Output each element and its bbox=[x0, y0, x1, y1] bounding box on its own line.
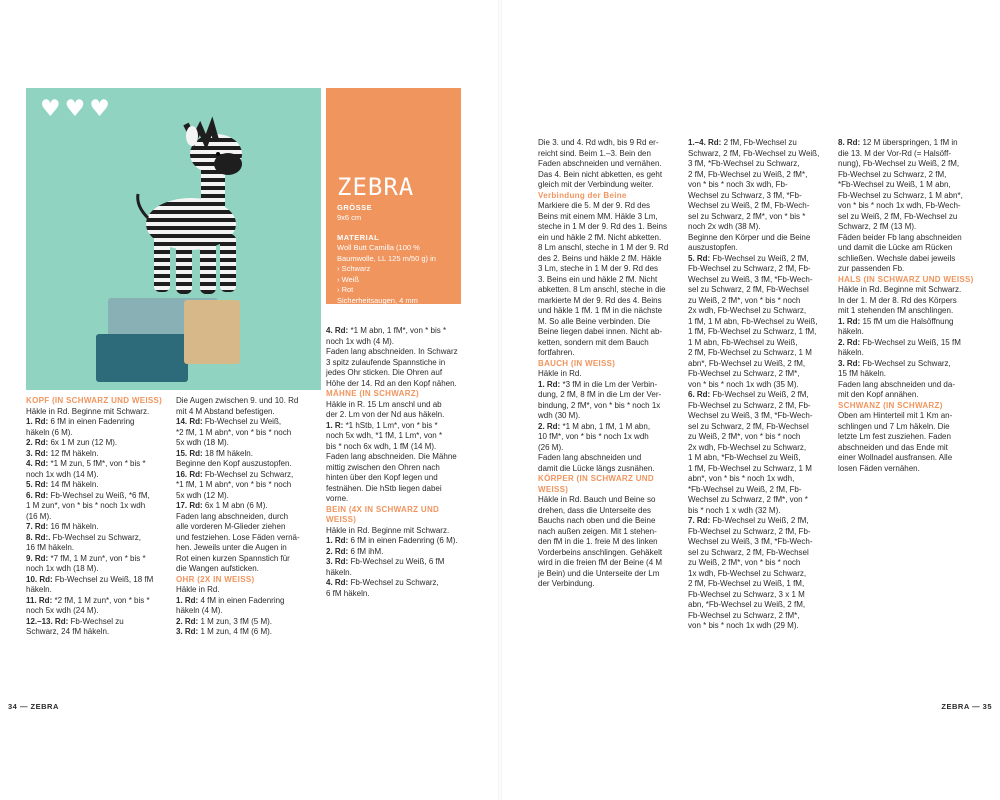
section-heading: KÖRPER (IN SCHWARZ UND bbox=[538, 474, 654, 483]
text-line: zu Weiß, 2 fM*, von * bis * noch bbox=[688, 432, 801, 441]
section-heading: WEISS) bbox=[538, 484, 569, 494]
text-line: 14. Rd: Fb-Wechsel zu Weiß, bbox=[176, 417, 282, 426]
text-column-2 bbox=[176, 396, 324, 638]
text-line: Häkle in Rd. Bauch und Beine so bbox=[538, 495, 656, 504]
text-line: 10 fM*, von * bis * noch 1x wdh bbox=[538, 432, 649, 441]
text-line: mit 4 M Abstand befestigen. bbox=[176, 406, 275, 416]
text-line: 7. Rd: 16 fM häkeln. bbox=[26, 522, 99, 531]
text-line: 4. Rd: *1 M zun, 5 fM*, von * bis * bbox=[26, 459, 146, 468]
size-value: 9x6 cm bbox=[337, 213, 362, 222]
text-line: 1 fM, Fb-Wechsel zu Schwarz, 1 fM, bbox=[688, 327, 817, 336]
text-line: wird in die freien fM der Beine (4 M bbox=[538, 558, 663, 567]
text-line: 1 M zun*, von * bis * noch 1x wdh bbox=[26, 501, 146, 510]
text-line: Häkle in R. 15 Lm anschl und ab bbox=[326, 399, 442, 409]
text-line: 6. Rd: Fb-Wechsel zu Weiß, *6 fM, bbox=[26, 490, 150, 500]
text-line: von * bis * noch 1x wdh (35 M). bbox=[688, 379, 799, 389]
text-line: 1 fM, 1 M abn, Fb-Wechsel zu Weiß, bbox=[688, 316, 818, 326]
text-line: Die 3. und 4. Rd wdh, bis 9 Rd er- bbox=[538, 138, 659, 147]
text-line: noch 5x wdh, *1 fM, 1 Lm*, von * bbox=[326, 431, 443, 440]
footer-dash: — bbox=[19, 702, 28, 711]
text-line: Die Augen zwischen 9. und 10. Rd bbox=[176, 396, 299, 405]
text-line: Häkle in Rd. bbox=[176, 585, 220, 594]
text-line: wdh (30 M). bbox=[538, 411, 581, 420]
text-line: Faden lang abschneiden und bbox=[538, 453, 642, 462]
text-line: 3. Rd: Fb-Wechsel zu Weiß, 6 fM bbox=[326, 557, 445, 566]
section-heading: WEISS) bbox=[326, 515, 357, 524]
footer-dash: — bbox=[972, 702, 981, 711]
text-line: noch 1x wdh (18 M). bbox=[26, 564, 99, 573]
text-line: Häkle in Rd. Beginne mit Schwarz. bbox=[838, 285, 962, 294]
text-line: 1 fM, Fb-Wechsel zu Schwarz, 1 M bbox=[688, 463, 812, 473]
text-line: *1 fM, 1 M abn*, von * bis * noch bbox=[176, 480, 292, 489]
text-line: losen Fäden vernähen. bbox=[838, 463, 920, 473]
text-line: 6. Rd: Fb-Wechsel zu Weiß, 2 fM, bbox=[688, 390, 809, 399]
text-line: bis * noch 1 x wdh (32 M). bbox=[688, 505, 781, 515]
text-line: Fb-Wechsel zu Schwarz, 2 fM*, bbox=[688, 369, 800, 378]
text-line: vorne. bbox=[326, 494, 349, 503]
text-line: sel zu Schwarz, 2 fM, Fb-Wechsel bbox=[688, 547, 809, 557]
text-line: häkeln (6 M). bbox=[26, 427, 73, 437]
material-line: › Weiß bbox=[337, 274, 359, 284]
text-line: 10. Rd: Fb-Wechsel zu Weiß, 18 fM bbox=[26, 574, 154, 584]
text-line: hen. Jeweils unter die Augen in bbox=[176, 543, 287, 552]
text-line: und damit die Lücke am Rücken bbox=[838, 243, 953, 252]
text-line: Wechsel zu Weiß, 3 fM, *Fb-Wech- bbox=[688, 411, 813, 420]
text-line: 3 fM, *Fb-Wechsel zu Schwarz, bbox=[688, 159, 800, 168]
text-line: von * bis * noch 3x wdh, Fb- bbox=[688, 180, 788, 189]
text-line: Fb-Wechsel zu Schwarz, 2 fM*, bbox=[688, 610, 800, 620]
text-column-3 bbox=[326, 326, 476, 599]
material-list bbox=[337, 243, 436, 306]
text-line: 1. Rd: 15 fM um die Halsöffnung bbox=[838, 316, 954, 326]
material-line: Woll Butt Camilla (100 % bbox=[337, 243, 420, 252]
text-line: Rot einen kurzen Spannstich für bbox=[176, 553, 290, 563]
text-line: In der 1. M der 8. Rd des Körpers bbox=[838, 295, 957, 305]
text-line: 2x wdh, Fb-Wechsel zu Schwarz, bbox=[688, 306, 807, 315]
text-line: 1.–4. Rd: 2 fM, Fb-Wechsel zu bbox=[688, 138, 797, 147]
section-heading: Verbindung der Beine bbox=[538, 190, 627, 200]
zebra-toy-illustration bbox=[116, 114, 266, 304]
page-gutter bbox=[498, 0, 502, 800]
info-box bbox=[326, 88, 461, 304]
text-line: 2. Rd: 6 fM ihM. bbox=[326, 546, 384, 556]
text-line: Häkle in Rd. Beginne mit Schwarz. bbox=[26, 406, 150, 416]
text-line: noch 5x wdh (24 M). bbox=[26, 606, 99, 615]
text-line: 5. Rd: 14 fM häkeln. bbox=[26, 480, 99, 489]
text-line: 3. Beins ein und häkle 2 fM. Nicht bbox=[538, 274, 658, 284]
text-line: Wechsel zu Weiß, 3 fM, *Fb-Wech- bbox=[688, 274, 813, 284]
pattern-title: ZEBRA bbox=[337, 173, 415, 201]
text-line: je Bein) und die Unterseite der Lm bbox=[538, 568, 660, 578]
text-line: Fb-Wechsel zu Schwarz, 1 M abn*, bbox=[838, 190, 963, 200]
text-column-6 bbox=[838, 138, 978, 474]
text-line: 15. Rd: 18 fM häkeln. bbox=[176, 448, 253, 458]
footer-left bbox=[8, 702, 59, 711]
footer-title: ZEBRA bbox=[941, 702, 970, 711]
text-line: 3. Rd: 12 fM häkeln. bbox=[26, 448, 99, 458]
text-line: ein und häkle 2 fM. Nicht abketten. bbox=[538, 232, 662, 242]
text-line: 5. Rd: Fb-Wechsel zu Weiß, 2 fM, bbox=[688, 253, 809, 263]
text-line: steche in 1 M der 9. Rd des 1. Beins bbox=[538, 222, 667, 231]
text-line: sel zu Schwarz, 2 fM, Fb-Wechsel bbox=[688, 285, 809, 294]
text-line: die Wangen aufsticken. bbox=[176, 564, 259, 573]
text-line: Höhe der 14. Rd an den Kopf nähen. bbox=[326, 378, 457, 388]
footer-title: ZEBRA bbox=[30, 702, 59, 711]
text-line: Bauchs nach oben und die Beine bbox=[538, 516, 656, 525]
wood-cube bbox=[184, 300, 240, 364]
text-line: Schwarz, 2 fM (13 M). bbox=[838, 222, 917, 231]
text-line: 3. Rd: 1 M zun, 4 fM (6 M). bbox=[176, 627, 273, 636]
material-line: › Schwarz bbox=[337, 264, 371, 273]
text-line: den fM in die 1. freie M des linken bbox=[538, 537, 658, 546]
text-line: Wechsel zu Schwarz, 3 fM, *Fb- bbox=[688, 190, 802, 200]
text-line: häkeln. bbox=[326, 567, 352, 577]
text-line: 2. Rd: *1 M abn, 1 fM, 1 M abn, bbox=[538, 421, 651, 431]
text-line: 6 fM häkeln. bbox=[326, 588, 370, 598]
page-number: 35 bbox=[982, 702, 992, 711]
text-line: M. So alle Beine verbinden. Die bbox=[538, 316, 651, 326]
text-line: 4. Rd: *1 M abn, 1 fM*, von * bis * bbox=[326, 326, 447, 335]
text-line: 1. Rd: 6 fM in einen Fadenring bbox=[26, 417, 135, 426]
zebra-photo bbox=[26, 88, 321, 390]
text-line: häkeln (4 M). bbox=[176, 606, 223, 615]
text-line: ketten, sondern mit dem Bauch bbox=[538, 337, 649, 347]
text-line: 2x wdh, Fb-Wechsel zu Schwarz, bbox=[688, 442, 807, 452]
text-line: von * bis * noch 1x wdh, Fb-Wech- bbox=[838, 201, 961, 210]
text-line: 2 fM, Fb-Wechsel zu Schwarz, 1 M bbox=[688, 348, 812, 357]
size-label: GRÖSSE bbox=[337, 203, 373, 212]
text-line: 8. Rd: 12 M überspringen, 1 fM in bbox=[838, 138, 958, 147]
text-line: Schwarz, 2 fM, Fb-Wechsel zu Weiß, bbox=[688, 148, 820, 158]
text-line: und häkle 1 fM. 1 fM in die nächste bbox=[538, 306, 663, 315]
text-line: nung), Fb-Wechsel zu Weiß, 2 fM, bbox=[838, 159, 960, 168]
text-line: Beginne den Körper und die Beine bbox=[688, 232, 811, 242]
text-line: nach außen zeigen. Mit 1 stehen- bbox=[538, 526, 657, 536]
section-heading: OHR (2X IN WEISS) bbox=[176, 574, 255, 584]
text-column-5 bbox=[688, 138, 833, 632]
text-line: sel zu Schwarz, 2 fM, Fb-Wechsel bbox=[688, 421, 809, 431]
text-line: (26 M). bbox=[538, 442, 564, 452]
text-line: der Verbindung. bbox=[538, 579, 595, 588]
heart-icon: ♥ bbox=[89, 96, 110, 122]
text-line: Beine liegen dabei innen. Nicht ab- bbox=[538, 327, 663, 336]
text-line: häkeln. bbox=[838, 348, 864, 357]
text-line: bis * noch 6x wdh, 1 fM (14 M). bbox=[326, 441, 437, 451]
text-line: Faden lang abschneiden, durch bbox=[176, 511, 289, 521]
text-line: Beginne den Kopf auszustopfen. bbox=[176, 459, 292, 468]
text-line: sel zu Weiß, 2 fM, Fb-Wechsel zu bbox=[838, 211, 958, 221]
section-heading: MÄHNE (IN SCHWARZ) bbox=[326, 389, 419, 398]
text-line: 5x wdh (18 M). bbox=[176, 438, 229, 447]
text-line: schließen. Wechsle dabei jeweils bbox=[838, 253, 956, 263]
text-line: Fb-Wechsel zu Schwarz, 2 fM, Fb- bbox=[688, 264, 811, 273]
text-line: 1. R: *1 hStb, 1 Lm*, von * bis * bbox=[326, 420, 438, 430]
text-line: damit die Lücke längs zusnähen. bbox=[538, 463, 655, 473]
text-line: abn*, Fb-Wechsel zu Weiß, 2 fM, bbox=[688, 358, 806, 368]
text-line: 4. Rd: Fb-Wechsel zu Schwarz, bbox=[326, 578, 439, 587]
text-line: Das 4. Bein nicht abketten, es geht bbox=[538, 169, 663, 179]
text-line: Fb-Wechsel zu Schwarz, 2 fM, bbox=[838, 169, 947, 179]
footer-right bbox=[941, 702, 992, 711]
text-line: Markiere die 5. M der 9. Rd des bbox=[538, 201, 651, 210]
section-heading: SCHWANZ (IN SCHWARZ) bbox=[838, 400, 943, 410]
text-line: 1 M abn, *Fb-Wechsel zu Weiß, bbox=[688, 453, 801, 462]
text-line: 8. Rd:. Fb-Wechsel zu Schwarz, bbox=[26, 532, 141, 542]
section-heading: BEIN (4X IN SCHWARZ UND bbox=[326, 504, 440, 514]
text-line: Wechsel zu Schwarz, 2 fM*, von * bbox=[688, 495, 808, 504]
text-line: 2 fM, Fb-Wechsel zu Weiß, 2 fM*, bbox=[688, 169, 808, 179]
text-line: mittig zwischen den Ohren nach bbox=[326, 462, 440, 472]
text-line: Faden abschneiden und vernähen. bbox=[538, 159, 662, 168]
text-line: noch 2x wdh (38 M). bbox=[688, 222, 761, 231]
text-line: häkeln. bbox=[838, 327, 864, 336]
heart-icon: ♥ bbox=[64, 96, 86, 122]
text-line: alle vorderen M-Glieder ziehen bbox=[176, 522, 286, 531]
heart-icon: ♥ bbox=[40, 96, 61, 122]
text-line: drehen, dass die Unterseite des bbox=[538, 505, 651, 515]
text-line: häkeln. bbox=[26, 585, 52, 594]
text-line: Oben am Hinterteil mit 1 Km an- bbox=[838, 411, 953, 420]
text-line: 12.–13. Rd: Fb-Wechsel zu bbox=[26, 616, 124, 626]
text-line: 2. Rd: 1 M zun, 3 fM (5 M). bbox=[176, 616, 273, 626]
text-line: 3 spitz zulaufende Spannstiche in bbox=[326, 357, 446, 367]
text-line: 5x wdh (12 M). bbox=[176, 490, 229, 500]
text-line: der 2. Lm von der Nd aus häkeln. bbox=[326, 410, 445, 419]
text-line: zur passenden Fb. bbox=[838, 264, 905, 273]
text-line: bindung, 2 fM*, von * bis * noch 1x bbox=[538, 400, 661, 410]
text-line: 7. Rd: Fb-Wechsel zu Weiß, 2 fM, bbox=[688, 516, 809, 525]
text-column-4 bbox=[538, 138, 683, 590]
text-line: Häkle in Rd. Beginne mit Schwarz. bbox=[326, 525, 450, 535]
text-line: 11. Rd: *2 fM, 1 M zun*, von * bis * bbox=[26, 595, 150, 605]
text-line: mit den Kopf annähen. bbox=[838, 390, 919, 399]
text-line: reicht sind. Beim 1.–3. Bein den bbox=[538, 148, 651, 158]
text-line: die 13. M der Vor-Rd (= Halsöff- bbox=[838, 148, 952, 158]
text-line: 9. Rd: *7 fM, 1 M zun*, von * bis * bbox=[26, 553, 146, 563]
text-line: 2. Rd: Fb-Wechsel zu Weiß, 15 fM bbox=[838, 337, 961, 347]
text-line: 8 Lm anschl, steche in 1 M der 9. Rd bbox=[538, 243, 669, 252]
text-line: gleich mit der Verbindung weiter. bbox=[538, 180, 654, 189]
text-line: abn, *Fb-Wechsel zu Weiß, 2 fM, bbox=[688, 600, 806, 609]
material-line: › Rot bbox=[337, 285, 354, 294]
text-line: Wechsel zu Weiß, 2 fM, Fb-Wech- bbox=[688, 201, 810, 210]
hearts-rating bbox=[40, 98, 110, 121]
page-number: 34 bbox=[8, 702, 18, 711]
text-line: 1 M abn, Fb-Wechsel zu Weiß, bbox=[688, 337, 798, 347]
text-line: Wechsel zu Weiß, 3 fM, *Fb-Wech- bbox=[688, 537, 813, 546]
text-line: schlingen und 7 Lm häkeln. Die bbox=[838, 421, 950, 431]
text-line: Faden lang abschneiden. In Schwarz bbox=[326, 347, 458, 356]
text-line: 3 Lm, steche in 1 M der 9. Rd des bbox=[538, 264, 659, 273]
text-line: 1. Rd: 4 fM in einen Fadenring bbox=[176, 595, 285, 605]
text-line: letzte Lm fest zusziehen. Faden bbox=[838, 432, 951, 441]
text-line: dung, 2 fM, 8 fM in die Lm der Ver- bbox=[538, 390, 662, 399]
text-line: fortfahren. bbox=[538, 348, 575, 357]
text-line: 16. Rd: Fb-Wechsel zu Schwarz, bbox=[176, 469, 294, 479]
text-line: 17. Rd: 6x 1 M abn (6 M). bbox=[176, 501, 268, 510]
text-line: abketten. 8 Lm anschl, steche in die bbox=[538, 285, 666, 294]
text-line: zu Weiß, 2 fM*, von * bis * noch bbox=[688, 295, 801, 305]
text-line: Vorderbeins anschlingen. Gehäkelt bbox=[538, 547, 663, 557]
text-line: noch 1x wdh (4 M). bbox=[326, 336, 395, 346]
text-line: 15 fM häkeln. bbox=[838, 369, 887, 378]
wood-arch-block bbox=[96, 334, 188, 382]
text-line: einer Wollnadel ausfransen. Alle bbox=[838, 453, 953, 462]
text-line: *Fb-Wechsel zu Weiß, 2 fM, Fb- bbox=[688, 484, 802, 494]
text-line: *Fb-Wechsel zu Weiß, 1 M abn, bbox=[838, 180, 951, 189]
text-line: Fb-Wechsel zu Schwarz, 2 fM, Fb- bbox=[688, 400, 811, 410]
text-line: Schwarz, 24 fM häkeln. bbox=[26, 627, 110, 636]
section-heading: KOPF (IN SCHWARZ UND WEISS) bbox=[26, 396, 163, 405]
text-line: Beins mit einem MM. Häkle 3 Lm, bbox=[538, 211, 658, 221]
text-line: 1. Rd: 6 fM in einen Fadenring (6 M). bbox=[326, 536, 458, 545]
text-line: *2 fM, 1 M abn*, von * bis * noch bbox=[176, 427, 292, 437]
text-line: auszustopfen. bbox=[688, 243, 738, 252]
text-line: 16 fM häkeln. bbox=[26, 543, 75, 552]
text-line: abn*, von * bis * noch 1x wdh, bbox=[688, 474, 795, 483]
text-line: Häkle in Rd. bbox=[538, 369, 582, 378]
text-line: Faden lang abschneiden und da- bbox=[838, 379, 955, 389]
text-line: 2. Rd: 6x 1 M zun (12 M). bbox=[26, 438, 118, 447]
text-column-1 bbox=[26, 396, 171, 638]
text-line: und festziehen. Lose Fäden vernä- bbox=[176, 532, 300, 542]
material-line: Baumwolle, LL 125 m/50 g) in bbox=[337, 253, 436, 263]
material-line: Sicherheitsaugen, 4 mm bbox=[337, 295, 418, 305]
text-line: des 2. Beins und häkle 2 fM. Häkle bbox=[538, 253, 662, 263]
text-line: Fb-Wechsel zu Schwarz, 3 x 1 M bbox=[688, 589, 805, 599]
text-line: noch 1x wdh (14 M). bbox=[26, 469, 99, 479]
text-line: hinten über den Kopf legen und bbox=[326, 473, 438, 482]
text-line: sel zu Schwarz, 2 fM*, von * bis * bbox=[688, 211, 806, 221]
text-line: 3. Rd: Fb-Wechsel zu Schwarz, bbox=[838, 358, 951, 368]
text-line: von * bis * noch 1x wdh (29 M). bbox=[688, 621, 799, 630]
text-line: (16 M). bbox=[26, 511, 52, 521]
text-line: mit 1 stehenden fM anschlingen. bbox=[838, 306, 954, 315]
text-line: jedes Ohr sticken. Die Ohren auf bbox=[326, 368, 443, 377]
text-line: Fäden beider Fb lang abschneiden bbox=[838, 232, 962, 242]
text-line: 1x wdh, Fb-Wechsel zu Schwarz, bbox=[688, 568, 807, 578]
text-line: festnähen. Die hStb liegen dabei bbox=[326, 483, 442, 493]
text-line: Faden lang abschneiden. Die Mähne bbox=[326, 452, 457, 461]
text-line: zu Weiß, 2 fM*, von * bis * noch bbox=[688, 558, 801, 567]
section-heading: BAUCH (IN WEISS) bbox=[538, 358, 616, 368]
text-line: abschneiden und das Ende mit bbox=[838, 442, 948, 452]
text-line: Fb-Wechsel zu Schwarz, 2 fM, Fb- bbox=[688, 526, 811, 536]
material-label: MATERIAL bbox=[337, 233, 380, 242]
section-heading: HALS (IN SCHWARZ UND WEISS) bbox=[838, 274, 974, 284]
text-line: 1. Rd: *3 fM in die Lm der Verbin- bbox=[538, 379, 658, 389]
text-line: markierte M der 9. Rd des 4. Beins bbox=[538, 295, 662, 305]
text-line: 2 fM, Fb-Wechsel zu Weiß, 1 fM, bbox=[688, 579, 805, 588]
